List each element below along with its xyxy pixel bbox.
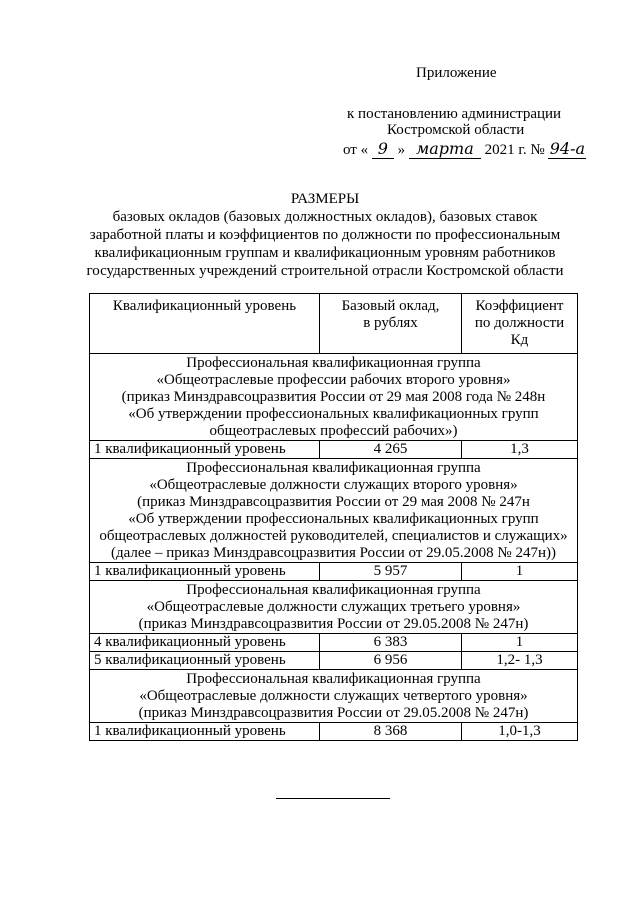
group-row (90, 581, 578, 634)
group-title-line: Профессиональная квалификационная группа (186, 355, 481, 371)
group-title-2 (90, 459, 578, 563)
title-line-3: квалификационным группам и квалификационным уровням работников (94, 245, 556, 261)
header-salary (320, 294, 462, 354)
cell-level: 5 квалификационный уровень (90, 652, 320, 670)
date-prefix: от « (343, 142, 369, 158)
cell-salary: 8 368 (320, 723, 462, 741)
group-title-line: «Об утверждении профессиональных квалификационных групп (128, 511, 539, 527)
date-year: 2021 г. № (484, 142, 545, 158)
group-title-line: «Общеотраслевые должности служащих третьего уровня» (146, 599, 521, 615)
date-mid: » (397, 142, 406, 158)
header-level: Квалификационный уровень (90, 294, 320, 354)
group-row (90, 459, 578, 563)
date-line (343, 140, 586, 159)
header-salary-line-1: Базовый оклад, (341, 298, 440, 314)
cell-coefficient: 1,0-1,3 (462, 723, 578, 741)
header-coef-line-2: по должности (474, 315, 565, 331)
group-title-line: (приказ Минздравсоцразвития России от 29.05.2008 № 247н) (138, 616, 529, 632)
group-title-1 (90, 354, 578, 441)
cell-level: 1 квалификационный уровень (90, 563, 320, 581)
header-coef-line-1: Коэффициент (475, 298, 564, 314)
group-title-line: «Общеотраслевые профессии рабочих второго уровня» (156, 372, 511, 388)
appendix-label: Приложение (416, 65, 497, 81)
group-title-line: «Общеотраслевые должности служащих второго уровня» (149, 477, 518, 493)
group-title-line: (далее – приказ Минздравсоцразвития России от 29.05.2008 № 247н)) (110, 545, 556, 561)
cell-coefficient: 1,3 (462, 441, 578, 459)
title-heading: РАЗМЕРЫ (290, 191, 360, 207)
table-row (90, 723, 578, 741)
cell-coefficient: 1 (462, 634, 578, 652)
group-title-4 (90, 670, 578, 723)
title-line-2: заработной платы и коэффициентов по должности по профессиональным (89, 227, 561, 243)
cell-salary: 4 265 (320, 441, 462, 459)
cell-level: 1 квалификационный уровень (90, 723, 320, 741)
document-number: 94-а (549, 139, 586, 158)
table-row (90, 563, 578, 581)
table-header-row (90, 294, 578, 354)
group-title-line: общеотраслевых должностей руководителей, специалистов и служащих» (99, 528, 568, 544)
date-day: 9 (372, 140, 394, 159)
cell-level: 4 квалификационный уровень (90, 634, 320, 652)
group-title-line: Профессиональная квалификационная группа (186, 460, 481, 476)
header-salary-line-2: в рублях (363, 315, 418, 331)
group-title-3 (90, 581, 578, 634)
group-title-line: Профессиональная квалификационная группа (186, 671, 481, 687)
group-title-line: Профессиональная квалификационная группа (186, 582, 481, 598)
table-row (90, 634, 578, 652)
group-row (90, 354, 578, 441)
group-row (90, 670, 578, 723)
document-title (80, 190, 570, 280)
group-title-line: (приказ Минздравсоцразвития России от 29 мая 2008 года № 248н (121, 389, 546, 405)
cell-salary: 6 383 (320, 634, 462, 652)
cell-level: 1 квалификационный уровень (90, 441, 320, 459)
header-coef-line-3: Кд (510, 332, 529, 348)
cell-coefficient: 1,2- 1,3 (462, 652, 578, 670)
group-title-line: (приказ Минздравсоцразвития России от 29.05.2008 № 247н) (138, 705, 529, 721)
salary-table (89, 293, 578, 741)
group-title-line: (приказ Минздравсоцразвития России от 29 мая 2008 № 247н (137, 494, 530, 510)
title-line-1: базовых окладов (базовых должностных окладов), базовых ставок (112, 209, 538, 225)
cell-salary: 5 957 (320, 563, 462, 581)
group-title-line: общеотраслевых профессий рабочих») (209, 423, 458, 439)
header-coefficient (462, 294, 578, 354)
resolution-label: к постановлению администрации (347, 106, 562, 122)
table-row (90, 652, 578, 670)
cell-salary: 6 956 (320, 652, 462, 670)
group-title-line: «Об утверждении профессиональных квалификационных групп (128, 406, 539, 422)
table-row (90, 441, 578, 459)
cell-coefficient: 1 (462, 563, 578, 581)
title-line-4: государственных учреждений строительной отрасли Костромской области (86, 263, 564, 279)
closing-divider (276, 798, 390, 799)
group-title-line: «Общеотраслевые должности служащих четвертого уровня» (139, 688, 528, 704)
region-label: Костромской области (387, 122, 525, 138)
date-month: марта (409, 140, 481, 159)
